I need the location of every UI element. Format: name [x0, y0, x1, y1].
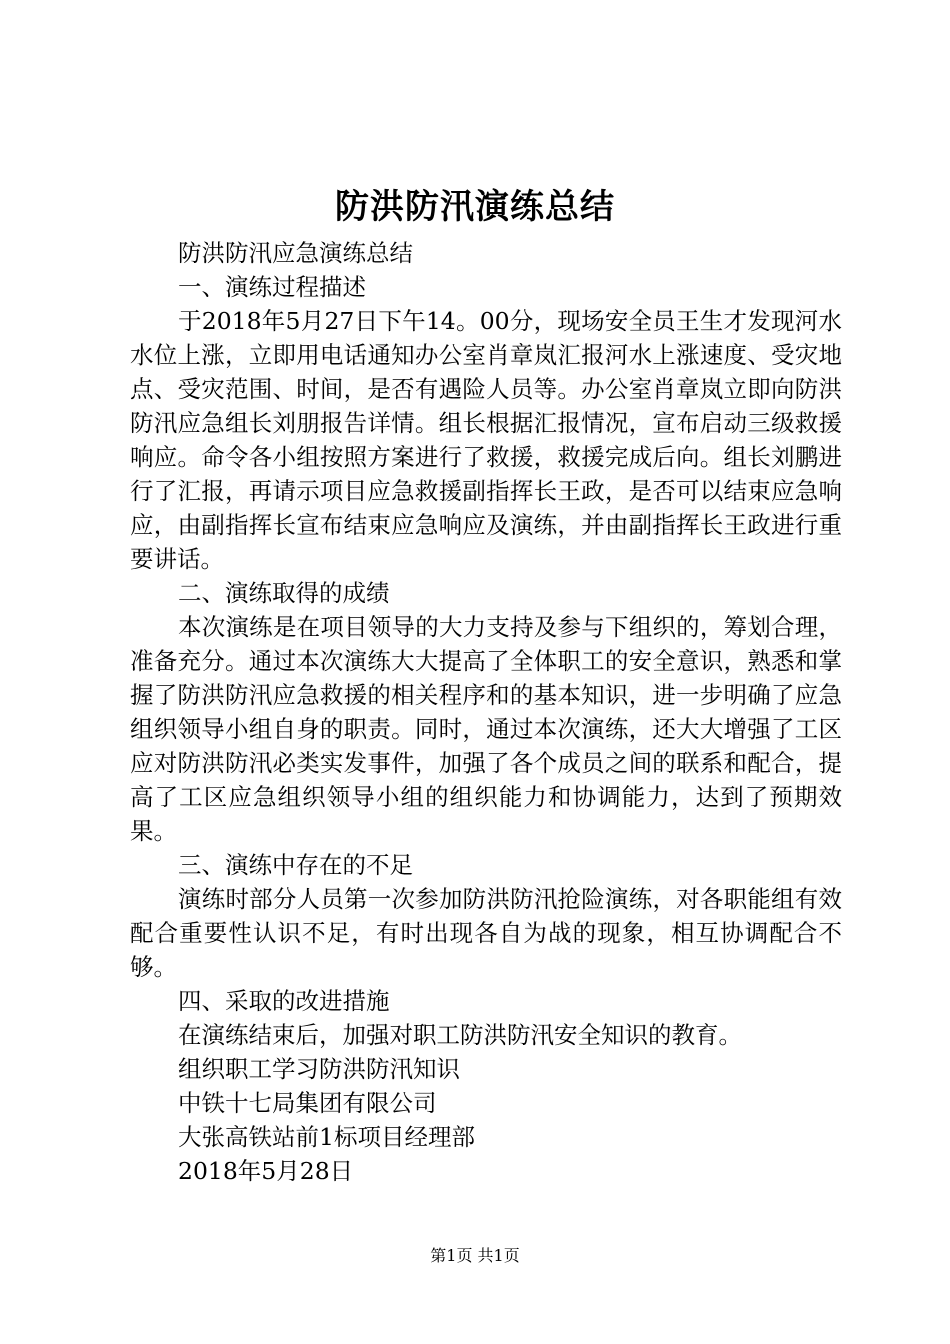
page-footer: 第1页 共1页: [430, 1246, 520, 1265]
signature-department: 大张高铁站前1标项目经理部: [178, 1123, 475, 1151]
document-body: [130, 236, 842, 1188]
signature-company: 中铁十七局集团有限公司: [178, 1089, 437, 1117]
section-heading-shortcomings: 三、演练中存在的不足: [178, 851, 413, 879]
section-heading-process: 一、演练过程描述: [178, 273, 366, 301]
signature-date: 2018年5月28日: [178, 1157, 354, 1185]
section-heading-results: 二、演练取得的成绩: [178, 579, 390, 607]
section-body-results: 本次演练是在项目领导的大力支持及参与下组织的，筹划合理，准备充分。通过本次演练大大提高了全体职工的安全意识，熟悉和掌握了防洪防汛应急救援的相关程序和的基本知识，进一步明确了应急组织领导小组自身的职责。同时，通过本次演练，还大大增强了工区应对防洪防汛必类实发事件，加强了各个成员之间的联系和配合，提高了工区应急组织领导小组的组织能力和协调能力，达到了预期效果。: [130, 613, 842, 845]
improvement-item: 组织职工学习防洪防汛知识: [178, 1055, 460, 1083]
section-body-process: 于2018年5月27日下午14。00分，现场安全员王生才发现河水水位上涨，立即用电话通知办公室肖章岚汇报河水上涨速度、受灾地点、受灾范围、时间，是否有遇险人员等。办公室肖章岚立即向防洪防汛应急组长刘朋报告详情。组长根据汇报情况，宣布启动三级救援响应。命令各小组按照方案进行了救援，救援完成后向。组长刘鹏进行了汇报，再请示项目应急救援副指挥长王政，是否可以结束应急响应，由副指挥长宣布结束应急响应及演练，并由副指挥长王政进行重要讲话。: [130, 307, 842, 573]
section-body-shortcomings: 演练时部分人员第一次参加防洪防汛抢险演练，对各职能组有效配合重要性认识不足，有时出现各自为战的现象，相互协调配合不够。: [130, 885, 842, 981]
improvement-item: 在演练结束后，加强对职工防洪防汛安全知识的教育。: [178, 1021, 742, 1049]
document-title: 防洪防汛演练总结: [335, 187, 615, 227]
section-heading-improvements: 四、采取的改进措施: [178, 987, 390, 1015]
document-subtitle: 防洪防汛应急演练总结: [178, 239, 413, 267]
